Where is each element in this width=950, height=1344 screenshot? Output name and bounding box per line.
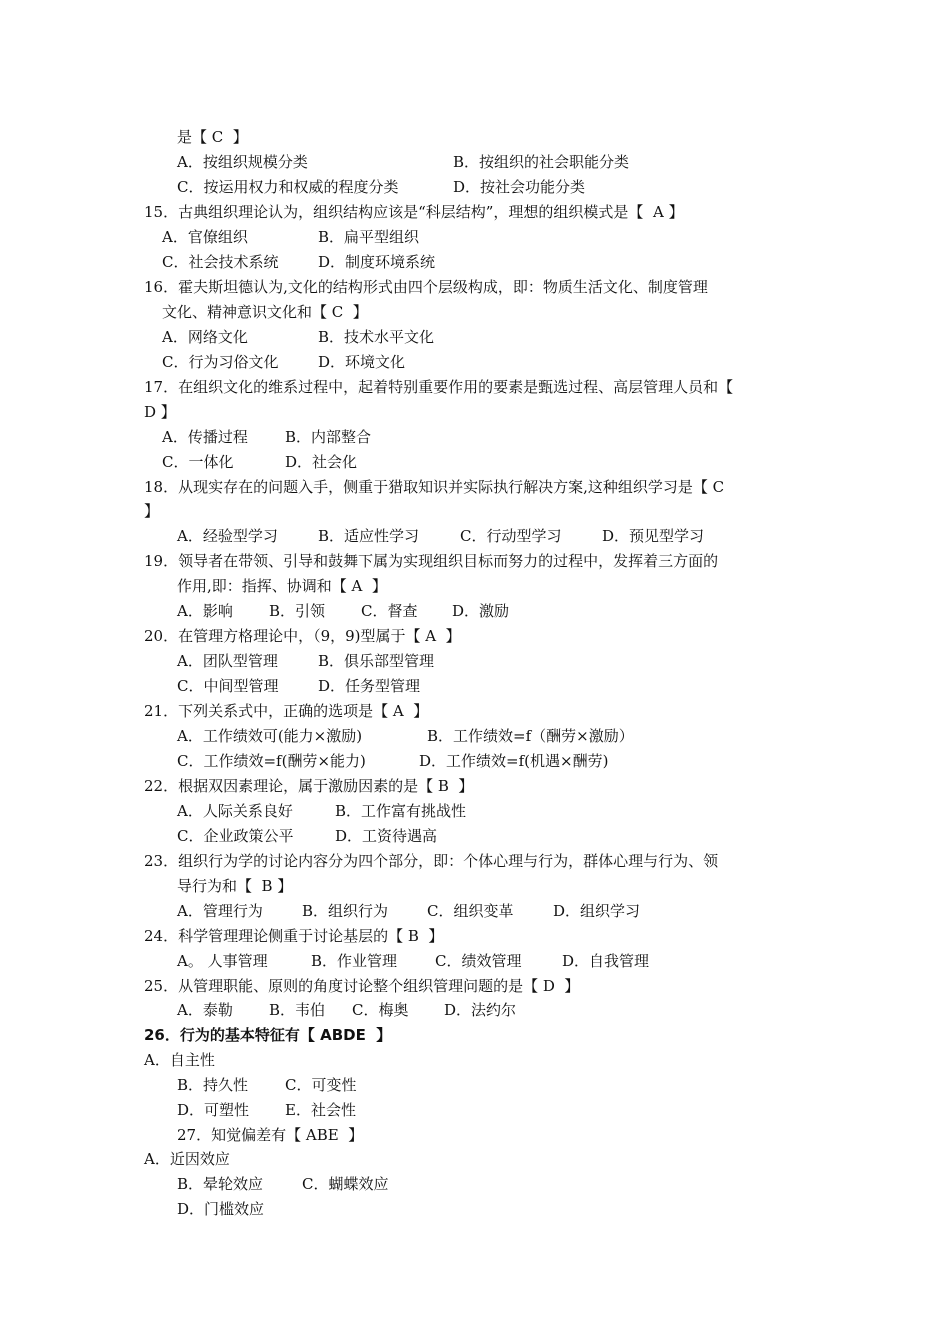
option-d: D．法约尔 [444, 1001, 517, 1019]
q14-options-row-2 [177, 176, 586, 198]
q15-options-row-1 [162, 226, 420, 248]
q25-options [177, 999, 517, 1021]
question-17-cont: D 】 [144, 403, 176, 421]
q20-options-row-1 [177, 650, 435, 672]
option-b: B．俱乐部型管理 [318, 652, 435, 670]
question-25: 25．从管理职能、原则的角度讨论整个组织管理问题的是【 D 】 [144, 977, 580, 995]
option-d: D．组织学习 [553, 902, 641, 920]
option-d: D．社会化 [285, 453, 358, 471]
option-d: D．预见型学习 [602, 527, 705, 545]
q26-options-row-2 [177, 1099, 356, 1121]
option-a: B．持久性 [177, 1076, 249, 1094]
question-20: 20．在管理方格理论中，（9，9)型属于【 A 】 [144, 627, 461, 645]
option-c: C．社会技术系统 [162, 253, 279, 271]
q17-options-row-2 [162, 451, 358, 473]
option-d: D．工资待遇高 [335, 827, 438, 845]
q20-options-row-2 [177, 675, 421, 697]
option-c: C．按运用权力和权威的程度分类 [177, 178, 399, 196]
option-c: C．绩效管理 [435, 952, 522, 970]
option-c: D．门槛效应 [177, 1200, 265, 1218]
option-c: C．督查 [361, 602, 418, 620]
option-c: C．行为习俗文化 [162, 353, 279, 371]
option-a: A．工作绩效可(能力×激励) [177, 727, 363, 745]
option-d: D．激励 [452, 602, 510, 620]
q27-options-row-1 [177, 1173, 389, 1195]
option-d: D．按社会功能分类 [453, 178, 586, 196]
question-18-cont: 】 [144, 502, 160, 520]
q26-option-e: 27．知觉偏差有【 ABE 】 [177, 1126, 364, 1144]
option-b: B．工作富有挑战性 [335, 802, 467, 820]
option-b: B．按组织的社会职能分类 [453, 153, 630, 171]
option-c: C．一体化 [162, 453, 234, 471]
option-a: A．官僚组织 [162, 228, 248, 246]
question-24: 24．科学管理理论侧重于讨论基层的【 B 】 [144, 927, 444, 945]
q23-options [177, 900, 641, 922]
option-c: C．行动型学习 [460, 527, 562, 545]
option-a: A。 人事管理 [177, 952, 268, 970]
option-d: D．环境文化 [318, 353, 406, 371]
question-14-tail: 是【 C 】 [177, 128, 248, 146]
option-c: C．工作绩效=f(酬劳×能力) [177, 752, 366, 770]
option-c: C．组织变革 [427, 902, 514, 920]
q16-options-row-1 [162, 326, 435, 348]
question-23-cont: 导行为和【 B 】 [177, 877, 293, 895]
option-b: B．组织行为 [302, 902, 389, 920]
option-b: B．技术水平文化 [318, 328, 435, 346]
option-a: A．网络文化 [162, 328, 248, 346]
option-c: C．企业政策公平 [177, 827, 294, 845]
q14-options-row-1 [177, 151, 630, 173]
option-a: A．经验型学习 [177, 527, 278, 545]
q21-options-row-2 [177, 750, 609, 772]
question-18: 18．从现实存在的问题入手，侧重于猎取知识并实际执行解决方案,这种组织学习是【 C [144, 478, 725, 496]
q22-options-row-2 [177, 825, 438, 847]
option-b: B．适应性学习 [318, 527, 420, 545]
option-a: A．泰勒 [177, 1001, 233, 1019]
option-c: D．可塑性 [177, 1101, 250, 1119]
question-26: A．自主性 [144, 1051, 215, 1069]
option-d: D．任务型管理 [318, 677, 421, 695]
option-a: A．团队型管理 [177, 652, 278, 670]
question-17: 17．在组织文化的维系过程中，起着特别重要作用的要素是甄选过程、高层管理人员和【 [144, 378, 734, 396]
q22-options-row-1 [177, 800, 467, 822]
option-d: D．工作绩效=f(机遇×酬劳) [419, 752, 609, 770]
q27-options-row-2 [177, 1198, 264, 1220]
question-19-cont: 作用,即：指挥、协调和【 A 】 [177, 577, 387, 595]
option-b: B．内部整合 [285, 428, 372, 446]
option-a: A．影响 [177, 602, 233, 620]
option-a: A．按组织规模分类 [177, 153, 308, 171]
q19-options [177, 600, 510, 622]
q26-options-row-1 [177, 1074, 357, 1096]
option-b: B．扁平型组织 [318, 228, 420, 246]
q18-options [177, 525, 705, 547]
option-a: A．人际关系良好 [177, 802, 293, 820]
question-23: 23．组织行为学的讨论内容分为四个部分，即：个体心理与行为，群体心理与行为、领 [144, 852, 719, 870]
q17-options-row-1 [162, 426, 372, 448]
question-19: 19．领导者在带领、引导和鼓舞下属为实现组织目标而努力的过程中，发挥着三方面的 [144, 552, 719, 570]
option-c: C．中间型管理 [177, 677, 279, 695]
question-16: 16．霍夫斯坦德认为,文化的结构形式由四个层级构成，即：物质生活文化、制度管理 [144, 278, 708, 296]
option-c: C．梅奥 [352, 1001, 409, 1019]
q21-options-row-1 [177, 725, 634, 747]
option-a: A．管理行为 [177, 902, 263, 920]
question-15: 15．古典组织理论认为，组织结构应该是“科层结构”，理想的组织模式是【 A 】 [144, 203, 684, 221]
q16-options-row-2 [162, 351, 406, 373]
section-heading-multi-choice: 26．行为的基本特征有【 ABDE 】 [144, 1026, 392, 1044]
option-d: D．制度环境系统 [318, 253, 436, 271]
option-b: C．蝴蝶效应 [302, 1175, 389, 1193]
option-a: A．传播过程 [162, 428, 248, 446]
option-b: B．工作绩效=f（酬劳×激励） [427, 727, 634, 745]
question-27: A．近因效应 [144, 1150, 230, 1168]
q15-options-row-2 [162, 251, 436, 273]
option-d: D．自我管理 [562, 952, 650, 970]
option-b: B．引领 [269, 602, 326, 620]
option-b: B．韦伯 [269, 1001, 326, 1019]
option-b: C．可变性 [285, 1076, 357, 1094]
question-22: 22．根据双因素理论，属于激励因素的是【 B 】 [144, 777, 474, 795]
q24-options [177, 950, 650, 972]
option-b: B．作业管理 [311, 952, 398, 970]
question-16-cont: 文化、精神意识文化和【 C 】 [162, 303, 368, 321]
option-a: B．晕轮效应 [177, 1175, 264, 1193]
question-21: 21．下列关系式中，正确的选项是【 A 】 [144, 702, 429, 720]
option-d: E．社会性 [285, 1101, 356, 1119]
